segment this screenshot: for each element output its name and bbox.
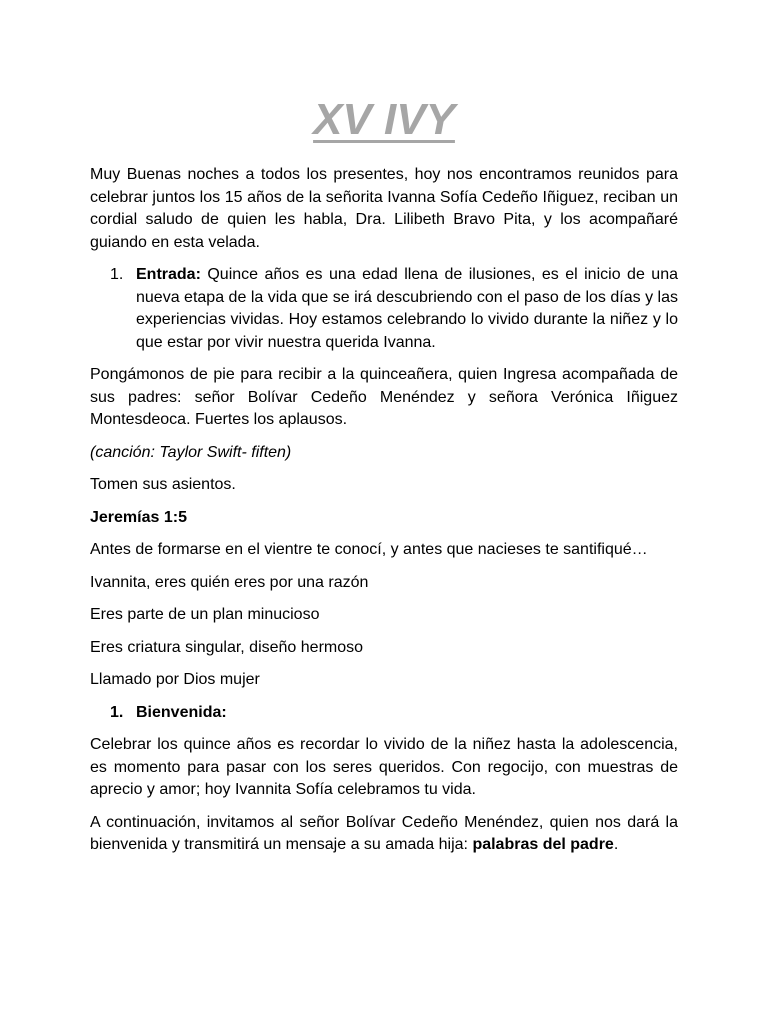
- entrada-label: Entrada:: [136, 266, 201, 283]
- poem-line: Eres parte de un plan minucioso: [90, 606, 320, 623]
- verse-text: Antes de formarse en el vientre te conocí, y antes que nacieses te santifiqué…: [90, 541, 648, 558]
- entrada-text: Quince años es una edad llena de ilusiones, es el inicio de una nueva etapa de la vida que se irá descubriendo con el paso de los días y las experiencias vividas. Hoy estamos celebrando lo vivido durante la niñez y lo que estar por vivir nuestra querida Ivanna.: [136, 266, 678, 351]
- verse-reference: Jeremías 1:5: [90, 508, 187, 526]
- closing-end: .: [613, 836, 619, 853]
- seats-line: Tomen sus asientos.: [90, 476, 236, 493]
- poem-line: Llamado por Dios mujer: [90, 671, 260, 688]
- document-title: XV IVY: [313, 95, 455, 144]
- song-note: (canción: Taylor Swift- fiften): [90, 443, 292, 461]
- closing-text: A continuación, invitamos al señor Bolívar Cedeño Menéndez, quien nos dará la bienvenida y transmitirá un mensaje a su amada hija:: [90, 813, 678, 853]
- list-item-bienvenida: [90, 702, 678, 725]
- document-page: [90, 92, 678, 867]
- poem-line: Ivannita, eres quién eres por una razón: [90, 573, 369, 591]
- list-item-entrada: [90, 264, 678, 354]
- list-number: 1.: [110, 266, 124, 283]
- poem-line: Eres criatura singular, diseño hermoso: [90, 638, 364, 656]
- closing-bold: palabras del padre: [472, 836, 614, 853]
- list-number: 1.: [110, 703, 124, 721]
- bienvenida-label: Bienvenida:: [136, 703, 227, 721]
- closing-paragraph: [90, 812, 678, 857]
- entrance-paragraph: Pongámonos de pie para recibir a la quinceañera, quien Ingresa acompañada de sus padres: señor Bolívar Cedeño Menéndez y señora Verónica Iñiguez Montesdeoca. Fuertes los aplausos.: [90, 366, 678, 428]
- intro-paragraph: Muy Buenas noches a todos los presentes, hoy nos encontramos reunidos para celebrar juntos los 15 años de la señorita Ivanna Sofía Cedeño Iñiguez, reciban un cordial saludo de quien les habla, Dra. Lilibeth Bravo Pita, y los acompañaré guiando en esta velada.: [90, 166, 678, 251]
- welcome-paragraph: Celebrar los quince años es recordar lo vivido de la niñez hasta la adolescencia, es momento para pasar con los seres queridos. Con regocijo, con muestras de aprecio y amor; hoy Ivannita Sofía celebramos tu vida.: [90, 736, 678, 798]
